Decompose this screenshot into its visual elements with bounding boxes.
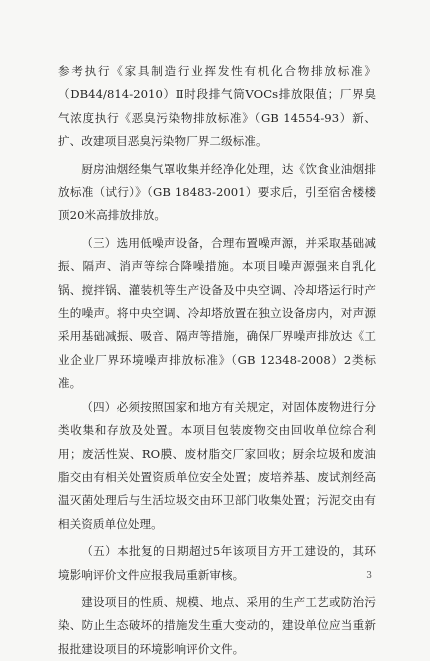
paragraph-emission-standards: 参考执行《家具制造行业挥发性有机化合物排放标准》（DB44/814-2010）Ⅱ时段排气筒VOCs排放限值；厂界臭气浓度执行《恶臭污染物排放标准》（GB 14554-93）新、扩、改建项目恶臭污染物厂界二级标准。 bbox=[58, 64, 376, 149]
paragraph-noise-control: （三）选用低噪声设备，合理布置噪声源，并采取基础减振、隔声、消声等综合降噪措施。本项目噪声源强来自乳化锅、搅拌锅、灌装机等生产设备及中央空调、冷却塔运行时产生的噪声。将中央空调、冷却塔放置在独立设备房内，对声源采用基础减振、吸音、隔声等措施，确保厂界噪声排放达《工业企业厂界环境噪声排放标准》（GB 12348-2008）2类标准。 bbox=[58, 235, 376, 391]
document-body bbox=[58, 60, 376, 661]
page-number: 3 bbox=[366, 571, 372, 581]
paragraph-approval-validity: （五）本批复的日期超过5年该项目方开工建设的，其环境影响评价文件应报我局重新审核。 bbox=[58, 544, 376, 582]
paragraph-kitchen-fumes: 厨房油烟经集气罩收集并经净化处理，达《饮食业油烟排放标准（试行）》（GB 18483-2001）要求后，引至宿舍楼楼顶20米高排放排放。 bbox=[58, 161, 376, 223]
paragraph-major-changes: 建设项目的性质、规模、地点、采用的生产工艺或防治污染、防止生态破坏的措施发生重大变动的，建设单位应当重新报批建设项目的环境影响评价文件。 bbox=[58, 594, 376, 656]
paragraph-solid-waste: （四）必须按照国家和地方有关规定，对固体废物进行分类收集和存放及处置。本项目包装废物交由回收单位综合利用；废活性炭、RO膜、废材脂交厂家回收；厨余垃圾和废油脂交由有相关处置资质单位安全处置；废培养基、废试剂经高温灭菌处理后与生活垃圾交由环卫部门收集处置；污泥交由有相关资质单位处理。 bbox=[58, 399, 376, 531]
